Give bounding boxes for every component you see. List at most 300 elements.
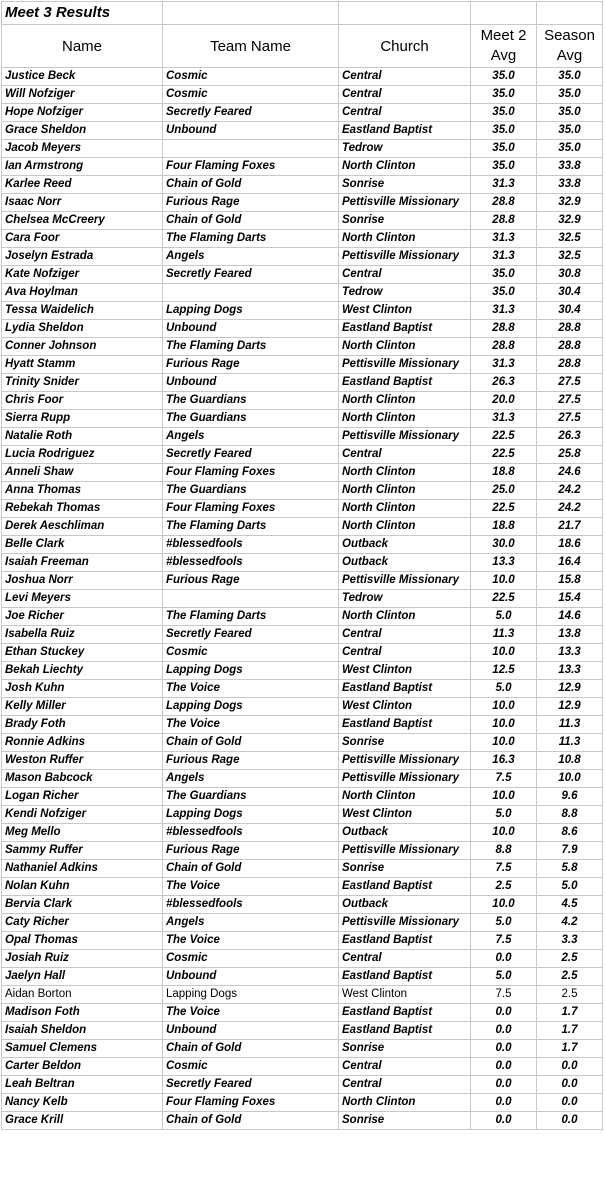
church-cell: West Clinton — [339, 302, 471, 320]
team-cell: Four Flaming Foxes — [163, 158, 339, 176]
meet-avg-cell: 0.0 — [471, 1076, 537, 1094]
meet-avg-cell: 10.0 — [471, 644, 537, 662]
table-row — [2, 1004, 603, 1022]
name-cell: Chelsea McCreery — [2, 212, 163, 230]
team-cell: The Guardians — [163, 482, 339, 500]
name-cell: Tessa Waidelich — [2, 302, 163, 320]
table-row — [2, 158, 603, 176]
church-cell: Eastland Baptist — [339, 1004, 471, 1022]
meet-avg-cell: 0.0 — [471, 1058, 537, 1076]
table-row — [2, 716, 603, 734]
church-cell: Central — [339, 86, 471, 104]
team-cell: Unbound — [163, 374, 339, 392]
meet-avg-cell: 0.0 — [471, 1094, 537, 1112]
church-cell: Pettisville Missionary — [339, 356, 471, 374]
meet-avg-cell: 10.0 — [471, 572, 537, 590]
name-cell: Samuel Clemens — [2, 1040, 163, 1058]
season-avg-cell: 0.0 — [537, 1094, 603, 1112]
table-row — [2, 878, 603, 896]
season-avg-cell: 15.8 — [537, 572, 603, 590]
name-cell: Brady Foth — [2, 716, 163, 734]
meet-avg-cell: 5.0 — [471, 914, 537, 932]
team-cell: The Voice — [163, 932, 339, 950]
team-cell: Angels — [163, 914, 339, 932]
meet-avg-cell: 26.3 — [471, 374, 537, 392]
name-cell: Grace Krill — [2, 1112, 163, 1130]
meet-avg-cell: 10.0 — [471, 896, 537, 914]
name-cell: Nathaniel Adkins — [2, 860, 163, 878]
season-avg-cell: 12.9 — [537, 680, 603, 698]
team-cell: Angels — [163, 248, 339, 266]
table-row — [2, 896, 603, 914]
season-avg-cell: 11.3 — [537, 734, 603, 752]
name-cell: Joselyn Estrada — [2, 248, 163, 266]
name-cell: Trinity Snider — [2, 374, 163, 392]
team-cell: The Guardians — [163, 392, 339, 410]
name-cell: Leah Beltran — [2, 1076, 163, 1094]
table-row — [2, 932, 603, 950]
church-cell: North Clinton — [339, 608, 471, 626]
season-avg-cell: 8.6 — [537, 824, 603, 842]
church-cell: Eastland Baptist — [339, 968, 471, 986]
table-row — [2, 536, 603, 554]
meet-avg-cell: 22.5 — [471, 428, 537, 446]
season-avg-cell: 30.4 — [537, 284, 603, 302]
church-cell: Eastland Baptist — [339, 374, 471, 392]
church-cell: North Clinton — [339, 338, 471, 356]
name-cell: Levi Meyers — [2, 590, 163, 608]
season-avg-cell: 24.2 — [537, 500, 603, 518]
team-cell: Unbound — [163, 968, 339, 986]
meet-avg-cell: 10.0 — [471, 788, 537, 806]
church-cell: Pettisville Missionary — [339, 194, 471, 212]
meet-avg-cell: 31.3 — [471, 302, 537, 320]
table-row — [2, 1094, 603, 1112]
church-cell: Eastland Baptist — [339, 932, 471, 950]
season-avg-cell: 5.0 — [537, 878, 603, 896]
meet-avg-cell: 35.0 — [471, 158, 537, 176]
table-row — [2, 986, 603, 1004]
season-avg-cell: 13.8 — [537, 626, 603, 644]
name-cell: Caty Richer — [2, 914, 163, 932]
season-avg-cell: 15.4 — [537, 590, 603, 608]
season-avg-cell: 28.8 — [537, 320, 603, 338]
header-row — [2, 25, 603, 68]
team-cell: Furious Rage — [163, 194, 339, 212]
season-avg-cell: 7.9 — [537, 842, 603, 860]
church-cell: Outback — [339, 896, 471, 914]
meet-avg-cell: 13.3 — [471, 554, 537, 572]
church-cell: North Clinton — [339, 500, 471, 518]
name-cell: Grace Sheldon — [2, 122, 163, 140]
season-avg-cell: 30.4 — [537, 302, 603, 320]
team-cell: Four Flaming Foxes — [163, 1094, 339, 1112]
name-cell: Justice Beck — [2, 68, 163, 86]
table-row — [2, 806, 603, 824]
team-cell: The Flaming Darts — [163, 518, 339, 536]
table-row — [2, 860, 603, 878]
church-cell: Central — [339, 950, 471, 968]
season-avg-cell: 21.7 — [537, 518, 603, 536]
meet-avg-cell: 10.0 — [471, 716, 537, 734]
meet-avg-cell: 12.5 — [471, 662, 537, 680]
name-cell: Carter Beldon — [2, 1058, 163, 1076]
table-row — [2, 662, 603, 680]
team-cell: Cosmic — [163, 68, 339, 86]
table-row — [2, 788, 603, 806]
table-row — [2, 680, 603, 698]
season-avg-cell: 4.5 — [537, 896, 603, 914]
table-row — [2, 824, 603, 842]
team-cell — [163, 590, 339, 608]
church-cell: North Clinton — [339, 1094, 471, 1112]
header-team: Team Name — [163, 25, 339, 68]
season-avg-cell: 3.3 — [537, 932, 603, 950]
season-avg-cell: 27.5 — [537, 410, 603, 428]
name-cell: Natalie Roth — [2, 428, 163, 446]
header-name: Name — [2, 25, 163, 68]
table-row — [2, 428, 603, 446]
meet-avg-cell: 31.3 — [471, 356, 537, 374]
name-cell: Cara Foor — [2, 230, 163, 248]
name-cell: Jaelyn Hall — [2, 968, 163, 986]
season-avg-cell: 32.9 — [537, 212, 603, 230]
team-cell: Chain of Gold — [163, 860, 339, 878]
meet-avg-cell: 22.5 — [471, 590, 537, 608]
team-cell: Unbound — [163, 1022, 339, 1040]
season-avg-cell: 11.3 — [537, 716, 603, 734]
church-cell: Tedrow — [339, 590, 471, 608]
table-row — [2, 302, 603, 320]
name-cell: Conner Johnson — [2, 338, 163, 356]
table-row — [2, 392, 603, 410]
table-row — [2, 770, 603, 788]
meet-avg-cell: 7.5 — [471, 932, 537, 950]
name-cell: Ethan Stuckey — [2, 644, 163, 662]
meet-avg-cell: 0.0 — [471, 1022, 537, 1040]
season-avg-cell: 12.9 — [537, 698, 603, 716]
meet-avg-cell: 31.3 — [471, 410, 537, 428]
table-row — [2, 410, 603, 428]
church-cell: Tedrow — [339, 140, 471, 158]
season-avg-cell: 2.5 — [537, 986, 603, 1004]
church-cell: Sonrise — [339, 1040, 471, 1058]
church-cell: Central — [339, 446, 471, 464]
table-row — [2, 356, 603, 374]
header-season-avg-line2: Avg — [556, 47, 583, 64]
results-table — [1, 1, 603, 1130]
season-avg-cell: 25.8 — [537, 446, 603, 464]
season-avg-cell: 5.8 — [537, 860, 603, 878]
title-row — [2, 2, 603, 25]
team-cell: The Voice — [163, 1004, 339, 1022]
meet-avg-cell: 16.3 — [471, 752, 537, 770]
table-row — [2, 554, 603, 572]
season-avg-cell: 35.0 — [537, 122, 603, 140]
team-cell: Lapping Dogs — [163, 302, 339, 320]
season-avg-cell: 1.7 — [537, 1040, 603, 1058]
name-cell: Kate Nofziger — [2, 266, 163, 284]
season-avg-cell: 2.5 — [537, 968, 603, 986]
season-avg-cell: 8.8 — [537, 806, 603, 824]
name-cell: Mason Babcock — [2, 770, 163, 788]
church-cell: Tedrow — [339, 284, 471, 302]
meet-avg-cell: 35.0 — [471, 122, 537, 140]
table-row — [2, 518, 603, 536]
church-cell: North Clinton — [339, 788, 471, 806]
season-avg-cell: 32.9 — [537, 194, 603, 212]
season-avg-cell: 33.8 — [537, 158, 603, 176]
meet-avg-cell: 35.0 — [471, 284, 537, 302]
header-season-avg-line1: Season — [544, 27, 595, 44]
table-row — [2, 1058, 603, 1076]
table-row — [2, 1076, 603, 1094]
team-cell: Furious Rage — [163, 572, 339, 590]
table-row — [2, 338, 603, 356]
name-cell: Joshua Norr — [2, 572, 163, 590]
church-cell: Pettisville Missionary — [339, 428, 471, 446]
church-cell: Sonrise — [339, 1112, 471, 1130]
table-row — [2, 122, 603, 140]
church-cell: North Clinton — [339, 464, 471, 482]
name-cell: Lucia Rodriguez — [2, 446, 163, 464]
table-row — [2, 446, 603, 464]
sheet-title: Meet 3 Results — [2, 2, 163, 25]
team-cell: Four Flaming Foxes — [163, 464, 339, 482]
church-cell: West Clinton — [339, 698, 471, 716]
church-cell: Pettisville Missionary — [339, 572, 471, 590]
header-season-avg — [537, 25, 603, 68]
team-cell: Lapping Dogs — [163, 662, 339, 680]
church-cell: Central — [339, 68, 471, 86]
table-row — [2, 140, 603, 158]
name-cell: Josh Kuhn — [2, 680, 163, 698]
meet-avg-cell: 2.5 — [471, 878, 537, 896]
name-cell: Isabella Ruiz — [2, 626, 163, 644]
meet-avg-cell: 0.0 — [471, 1040, 537, 1058]
church-cell: Eastland Baptist — [339, 716, 471, 734]
church-cell: Eastland Baptist — [339, 122, 471, 140]
team-cell: Cosmic — [163, 950, 339, 968]
table-row — [2, 950, 603, 968]
name-cell: Ronnie Adkins — [2, 734, 163, 752]
season-avg-cell: 16.4 — [537, 554, 603, 572]
meet-avg-cell: 8.8 — [471, 842, 537, 860]
meet-avg-cell: 18.8 — [471, 464, 537, 482]
table-row — [2, 608, 603, 626]
church-cell: Outback — [339, 824, 471, 842]
church-cell: Sonrise — [339, 212, 471, 230]
season-avg-cell: 0.0 — [537, 1112, 603, 1130]
name-cell: Sammy Ruffer — [2, 842, 163, 860]
team-cell: Chain of Gold — [163, 212, 339, 230]
meet-avg-cell: 28.8 — [471, 338, 537, 356]
table-row — [2, 734, 603, 752]
church-cell: Pettisville Missionary — [339, 248, 471, 266]
church-cell: Eastland Baptist — [339, 680, 471, 698]
team-cell: Cosmic — [163, 644, 339, 662]
season-avg-cell: 1.7 — [537, 1004, 603, 1022]
church-cell: West Clinton — [339, 806, 471, 824]
season-avg-cell: 24.2 — [537, 482, 603, 500]
meet-avg-cell: 28.8 — [471, 212, 537, 230]
team-cell: Unbound — [163, 122, 339, 140]
church-cell: Sonrise — [339, 176, 471, 194]
table-row — [2, 68, 603, 86]
team-cell: Unbound — [163, 320, 339, 338]
season-avg-cell: 35.0 — [537, 104, 603, 122]
name-cell: Madison Foth — [2, 1004, 163, 1022]
name-cell: Joe Richer — [2, 608, 163, 626]
meet-avg-cell: 22.5 — [471, 500, 537, 518]
team-cell: Chain of Gold — [163, 1040, 339, 1058]
name-cell: Nolan Kuhn — [2, 878, 163, 896]
table-row — [2, 86, 603, 104]
name-cell: Hyatt Stamm — [2, 356, 163, 374]
church-cell: Pettisville Missionary — [339, 752, 471, 770]
team-cell: The Guardians — [163, 410, 339, 428]
meet-avg-cell: 5.0 — [471, 608, 537, 626]
name-cell: Belle Clark — [2, 536, 163, 554]
name-cell: Opal Thomas — [2, 932, 163, 950]
name-cell: Will Nofziger — [2, 86, 163, 104]
season-avg-cell: 18.6 — [537, 536, 603, 554]
team-cell: Cosmic — [163, 86, 339, 104]
season-avg-cell: 33.8 — [537, 176, 603, 194]
season-avg-cell: 9.6 — [537, 788, 603, 806]
name-cell: Kendi Nofziger — [2, 806, 163, 824]
name-cell: Isaac Norr — [2, 194, 163, 212]
team-cell: #blessedfools — [163, 896, 339, 914]
meet-avg-cell: 7.5 — [471, 860, 537, 878]
name-cell: Karlee Reed — [2, 176, 163, 194]
season-avg-cell: 28.8 — [537, 356, 603, 374]
team-cell: #blessedfools — [163, 536, 339, 554]
table-row — [2, 1040, 603, 1058]
church-cell: North Clinton — [339, 482, 471, 500]
church-cell: Pettisville Missionary — [339, 914, 471, 932]
team-cell: Cosmic — [163, 1058, 339, 1076]
season-avg-cell: 10.0 — [537, 770, 603, 788]
team-cell: #blessedfools — [163, 824, 339, 842]
meet-avg-cell: 18.8 — [471, 518, 537, 536]
name-cell: Josiah Ruiz — [2, 950, 163, 968]
meet-avg-cell: 35.0 — [471, 68, 537, 86]
name-cell: Hope Nofziger — [2, 104, 163, 122]
meet-avg-cell: 5.0 — [471, 968, 537, 986]
meet-avg-cell: 31.3 — [471, 176, 537, 194]
church-cell: West Clinton — [339, 662, 471, 680]
team-cell: Lapping Dogs — [163, 806, 339, 824]
team-cell: Secretly Feared — [163, 104, 339, 122]
name-cell: Rebekah Thomas — [2, 500, 163, 518]
team-cell — [163, 140, 339, 158]
meet-avg-cell: 35.0 — [471, 266, 537, 284]
church-cell: Eastland Baptist — [339, 320, 471, 338]
season-avg-cell: 32.5 — [537, 248, 603, 266]
meet-avg-cell: 35.0 — [471, 86, 537, 104]
team-cell: The Flaming Darts — [163, 338, 339, 356]
table-row — [2, 374, 603, 392]
church-cell: North Clinton — [339, 410, 471, 428]
name-cell: Ian Armstrong — [2, 158, 163, 176]
table-row — [2, 914, 603, 932]
church-cell: North Clinton — [339, 392, 471, 410]
header-meet-avg — [471, 25, 537, 68]
team-cell: Chain of Gold — [163, 734, 339, 752]
table-row — [2, 104, 603, 122]
meet-avg-cell: 10.0 — [471, 824, 537, 842]
table-row — [2, 266, 603, 284]
season-avg-cell: 4.2 — [537, 914, 603, 932]
name-cell: Nancy Kelb — [2, 1094, 163, 1112]
meet-avg-cell: 28.8 — [471, 194, 537, 212]
table-row — [2, 644, 603, 662]
season-avg-cell: 27.5 — [537, 392, 603, 410]
table-row — [2, 752, 603, 770]
season-avg-cell: 30.8 — [537, 266, 603, 284]
team-cell: Furious Rage — [163, 842, 339, 860]
meet-avg-cell: 5.0 — [471, 806, 537, 824]
table-row — [2, 464, 603, 482]
team-cell: The Voice — [163, 878, 339, 896]
meet-avg-cell: 22.5 — [471, 446, 537, 464]
name-cell: Anna Thomas — [2, 482, 163, 500]
header-meet-avg-line1: Meet 2 — [480, 27, 527, 44]
meet-avg-cell: 28.8 — [471, 320, 537, 338]
season-avg-cell: 35.0 — [537, 86, 603, 104]
season-avg-cell: 1.7 — [537, 1022, 603, 1040]
team-cell: The Voice — [163, 680, 339, 698]
church-cell: North Clinton — [339, 230, 471, 248]
team-cell: #blessedfools — [163, 554, 339, 572]
table-row — [2, 590, 603, 608]
name-cell: Bekah Liechty — [2, 662, 163, 680]
table-row — [2, 248, 603, 266]
name-cell: Aidan Borton — [2, 986, 163, 1004]
team-cell: Secretly Feared — [163, 626, 339, 644]
name-cell: Weston Ruffer — [2, 752, 163, 770]
name-cell: Bervia Clark — [2, 896, 163, 914]
church-cell: Central — [339, 644, 471, 662]
church-cell: Outback — [339, 536, 471, 554]
team-cell: The Guardians — [163, 788, 339, 806]
church-cell: North Clinton — [339, 518, 471, 536]
team-cell: Lapping Dogs — [163, 986, 339, 1004]
team-cell: Chain of Gold — [163, 1112, 339, 1130]
name-cell: Isaiah Sheldon — [2, 1022, 163, 1040]
meet-avg-cell: 25.0 — [471, 482, 537, 500]
church-cell: West Clinton — [339, 986, 471, 1004]
table-row — [2, 1022, 603, 1040]
meet-avg-cell: 11.3 — [471, 626, 537, 644]
team-cell: Secretly Feared — [163, 1076, 339, 1094]
name-cell: Kelly Miller — [2, 698, 163, 716]
table-row — [2, 482, 603, 500]
team-cell: Angels — [163, 770, 339, 788]
season-avg-cell: 0.0 — [537, 1076, 603, 1094]
name-cell: Logan Richer — [2, 788, 163, 806]
church-cell: Eastland Baptist — [339, 878, 471, 896]
name-cell: Ava Hoylman — [2, 284, 163, 302]
name-cell: Isaiah Freeman — [2, 554, 163, 572]
team-cell: Lapping Dogs — [163, 698, 339, 716]
season-avg-cell: 35.0 — [537, 140, 603, 158]
meet-avg-cell: 0.0 — [471, 1112, 537, 1130]
church-cell: Pettisville Missionary — [339, 770, 471, 788]
table-row — [2, 698, 603, 716]
team-cell: Secretly Feared — [163, 446, 339, 464]
